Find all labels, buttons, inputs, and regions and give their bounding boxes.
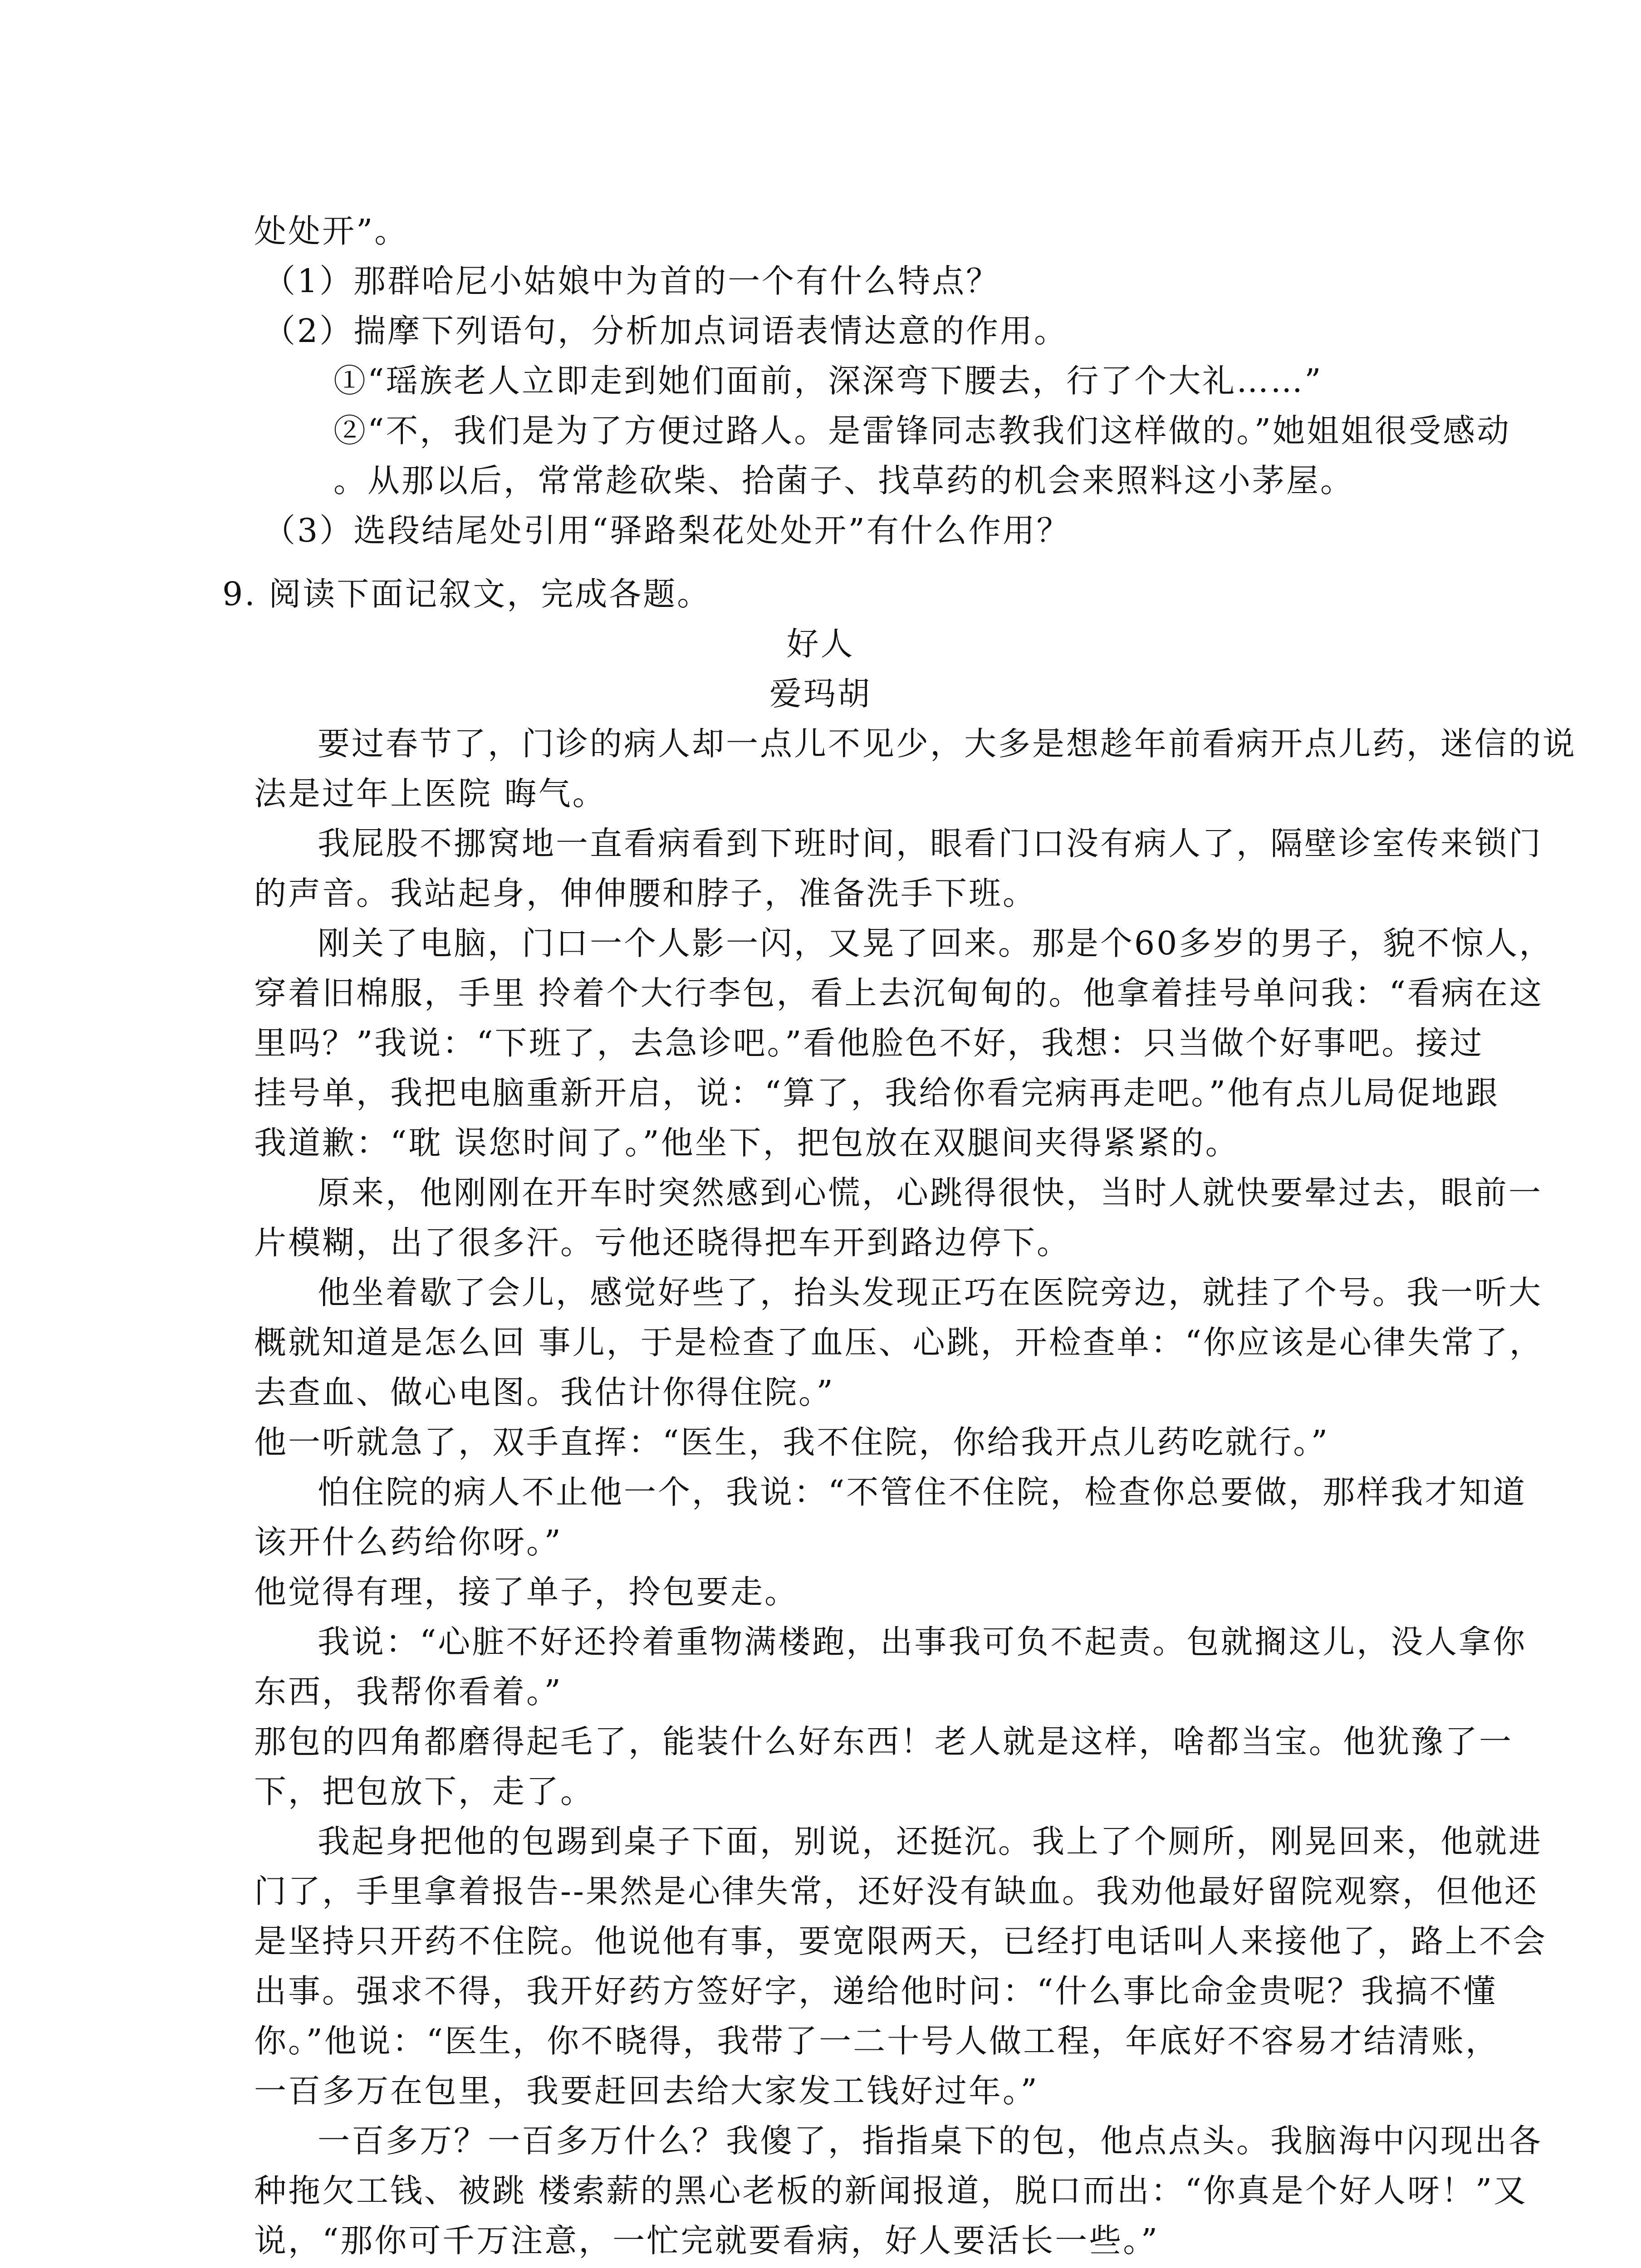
body-line: 我说：“心脏不好还拎着重物满楼跑，出事我可负不起责。包就搁这儿，没人拿你 [318,1623,1527,1661]
body-line: 穿着旧棉服，手里 拎着个大行李包，看上去沉甸甸的。他拿着挂号单问我：“看病在这 [254,974,1543,1012]
body-line: 的声音。我站起身，伸伸腰和脖子，准备洗手下班。 [254,875,1037,912]
question-heading: 9. 阅读下面记叙文，完成各题。 [222,575,711,613]
body-line: 是坚持只开药不住院。他说他有事，要宽限两天，已经打电话叫人来接他了，路上不会 [254,1922,1548,1960]
body-line: 说，“那你可千万注意，一忙完就要看病，好人要活长一些。” [254,2222,1160,2259]
body-line: 我屁股不挪窝地一直看病看到下班时间，眼看门口没有病人了，隔壁诊室传来锁门 [318,825,1543,862]
body-line: 法是过年上医院 晦气。 [254,775,607,812]
body-line: 我起身把他的包踢到桌子下面，别说，还挺沉。我上了个厕所，刚晃回来，他就进 [318,1823,1543,1860]
body-line: 他一听就急了，双手直挥：“医生，我不住院，你给我开点儿药吃就行。” [254,1423,1330,1461]
body-line: 怕住院的病人不止他一个，我说：“不管住不住院，检查你总要做，那样我才知道 [318,1473,1527,1511]
quote-line-1: ①“瑶族老人立即走到她们面前，深深弯下腰去，行了个大礼……” [333,362,1323,400]
body-line: 你。”他说：“医生，你不晓得，我带了一二十号人做工程，年底好不容易才结清账， [254,2022,1500,2060]
quote-line-3: 。从那以后，常常趁砍柴、拾菌子、找草药的机会来照料这小茅屋。 [333,462,1355,499]
body-line: 出事。强求不得，我开好药方签好字，递给他时问：“什么事比命金贵呢？我搞不懂 [254,1972,1498,2010]
sub-question-3: （3）选段结尾处引用“驿路梨花处处开”有什么作用？ [263,512,1071,549]
story-author: 爱玛胡 [769,675,872,713]
sub-question-1: （1）那群哈尼小姑娘中为首的一个有什么特点？ [263,262,1000,300]
story-title: 好人 [786,625,855,663]
body-line: 我道歉：“耽 误您时间了。”他坐下，把包放在双腿间夹得紧紧的。 [254,1124,1239,1162]
quote-line-2: ②“不，我们是为了方便过路人。是雷锋同志教我们这样做的。”她姐姐很受感动 [333,412,1511,450]
body-line: 原来，他刚刚在开车时突然感到心慌，心跳得很快，当时人就快要晕过去，眼前一 [318,1174,1543,1212]
body-line: 片模糊，出了很多汗。亏他还晓得把车开到路边停下。 [254,1224,1071,1261]
body-line: 种拖欠工钱、被跳 楼索薪的黑心老板的新闻报道，脱口而出：“你真是个好人呀！”又 [254,2172,1528,2209]
body-line: 该开什么药给你呀。” [254,1523,563,1561]
body-line: 门了，手里拿着报告--果然是心律失常，还好没有缺血。我劝他最好留院观察，但他还 [254,1872,1538,1910]
body-line: 里吗？”我说：“下班了，去急诊吧。”看他脸色不好，我想：只当做个好事吧。接过 [254,1024,1484,1062]
body-line: 概就知道是怎么回 事儿，于是检查了血压、心跳，开检查单：“你应该是心律失常了， [254,1324,1543,1361]
body-line: 去查血、做心电图。我估计你得住院。” [254,1374,835,1411]
body-line: 挂号单，我把电脑重新开启，说：“算了，我给你看完病再走吧。”他有点儿局促地跟 [254,1074,1500,1112]
body-line: 一百多万？一百多万什么？我傻了，指指桌下的包，他点点头。我脑海中闪现出各 [318,2122,1543,2160]
body-line: 一百多万在包里，我要赶回去给大家发工钱好过年。” [254,2072,1039,2110]
body-line: 要过春节了，门诊的病人却一点儿不见少，大多是想趁年前看病开点儿药，迷信的说 [318,725,1577,763]
sub-question-2: （2）揣摩下列语句，分析加点词语表情达意的作用。 [263,312,1068,350]
body-line [318,2266,1032,2268]
body-line: 他觉得有理，接了单子，拎包要走。 [254,1573,799,1611]
text-line: 处处开”。 [254,212,409,250]
body-line: 刚关了电脑，门口一个人影一闪，又晃了回来。那是个60多岁的男子，貌不惊人， [318,924,1553,962]
body-line: 东西，我帮你看着。” [254,1673,563,1711]
body-line: 下，把包放下，走了。 [254,1773,595,1810]
body-line: 他坐着歇了会儿，感觉好些了，抬头发现正巧在医院旁边，就挂了个号。我一听大 [318,1274,1543,1311]
body-line: 那包的四角都磨得起毛了，能装什么好东西！老人就是这样，啥都当宝。他犹豫了一 [254,1723,1514,1760]
